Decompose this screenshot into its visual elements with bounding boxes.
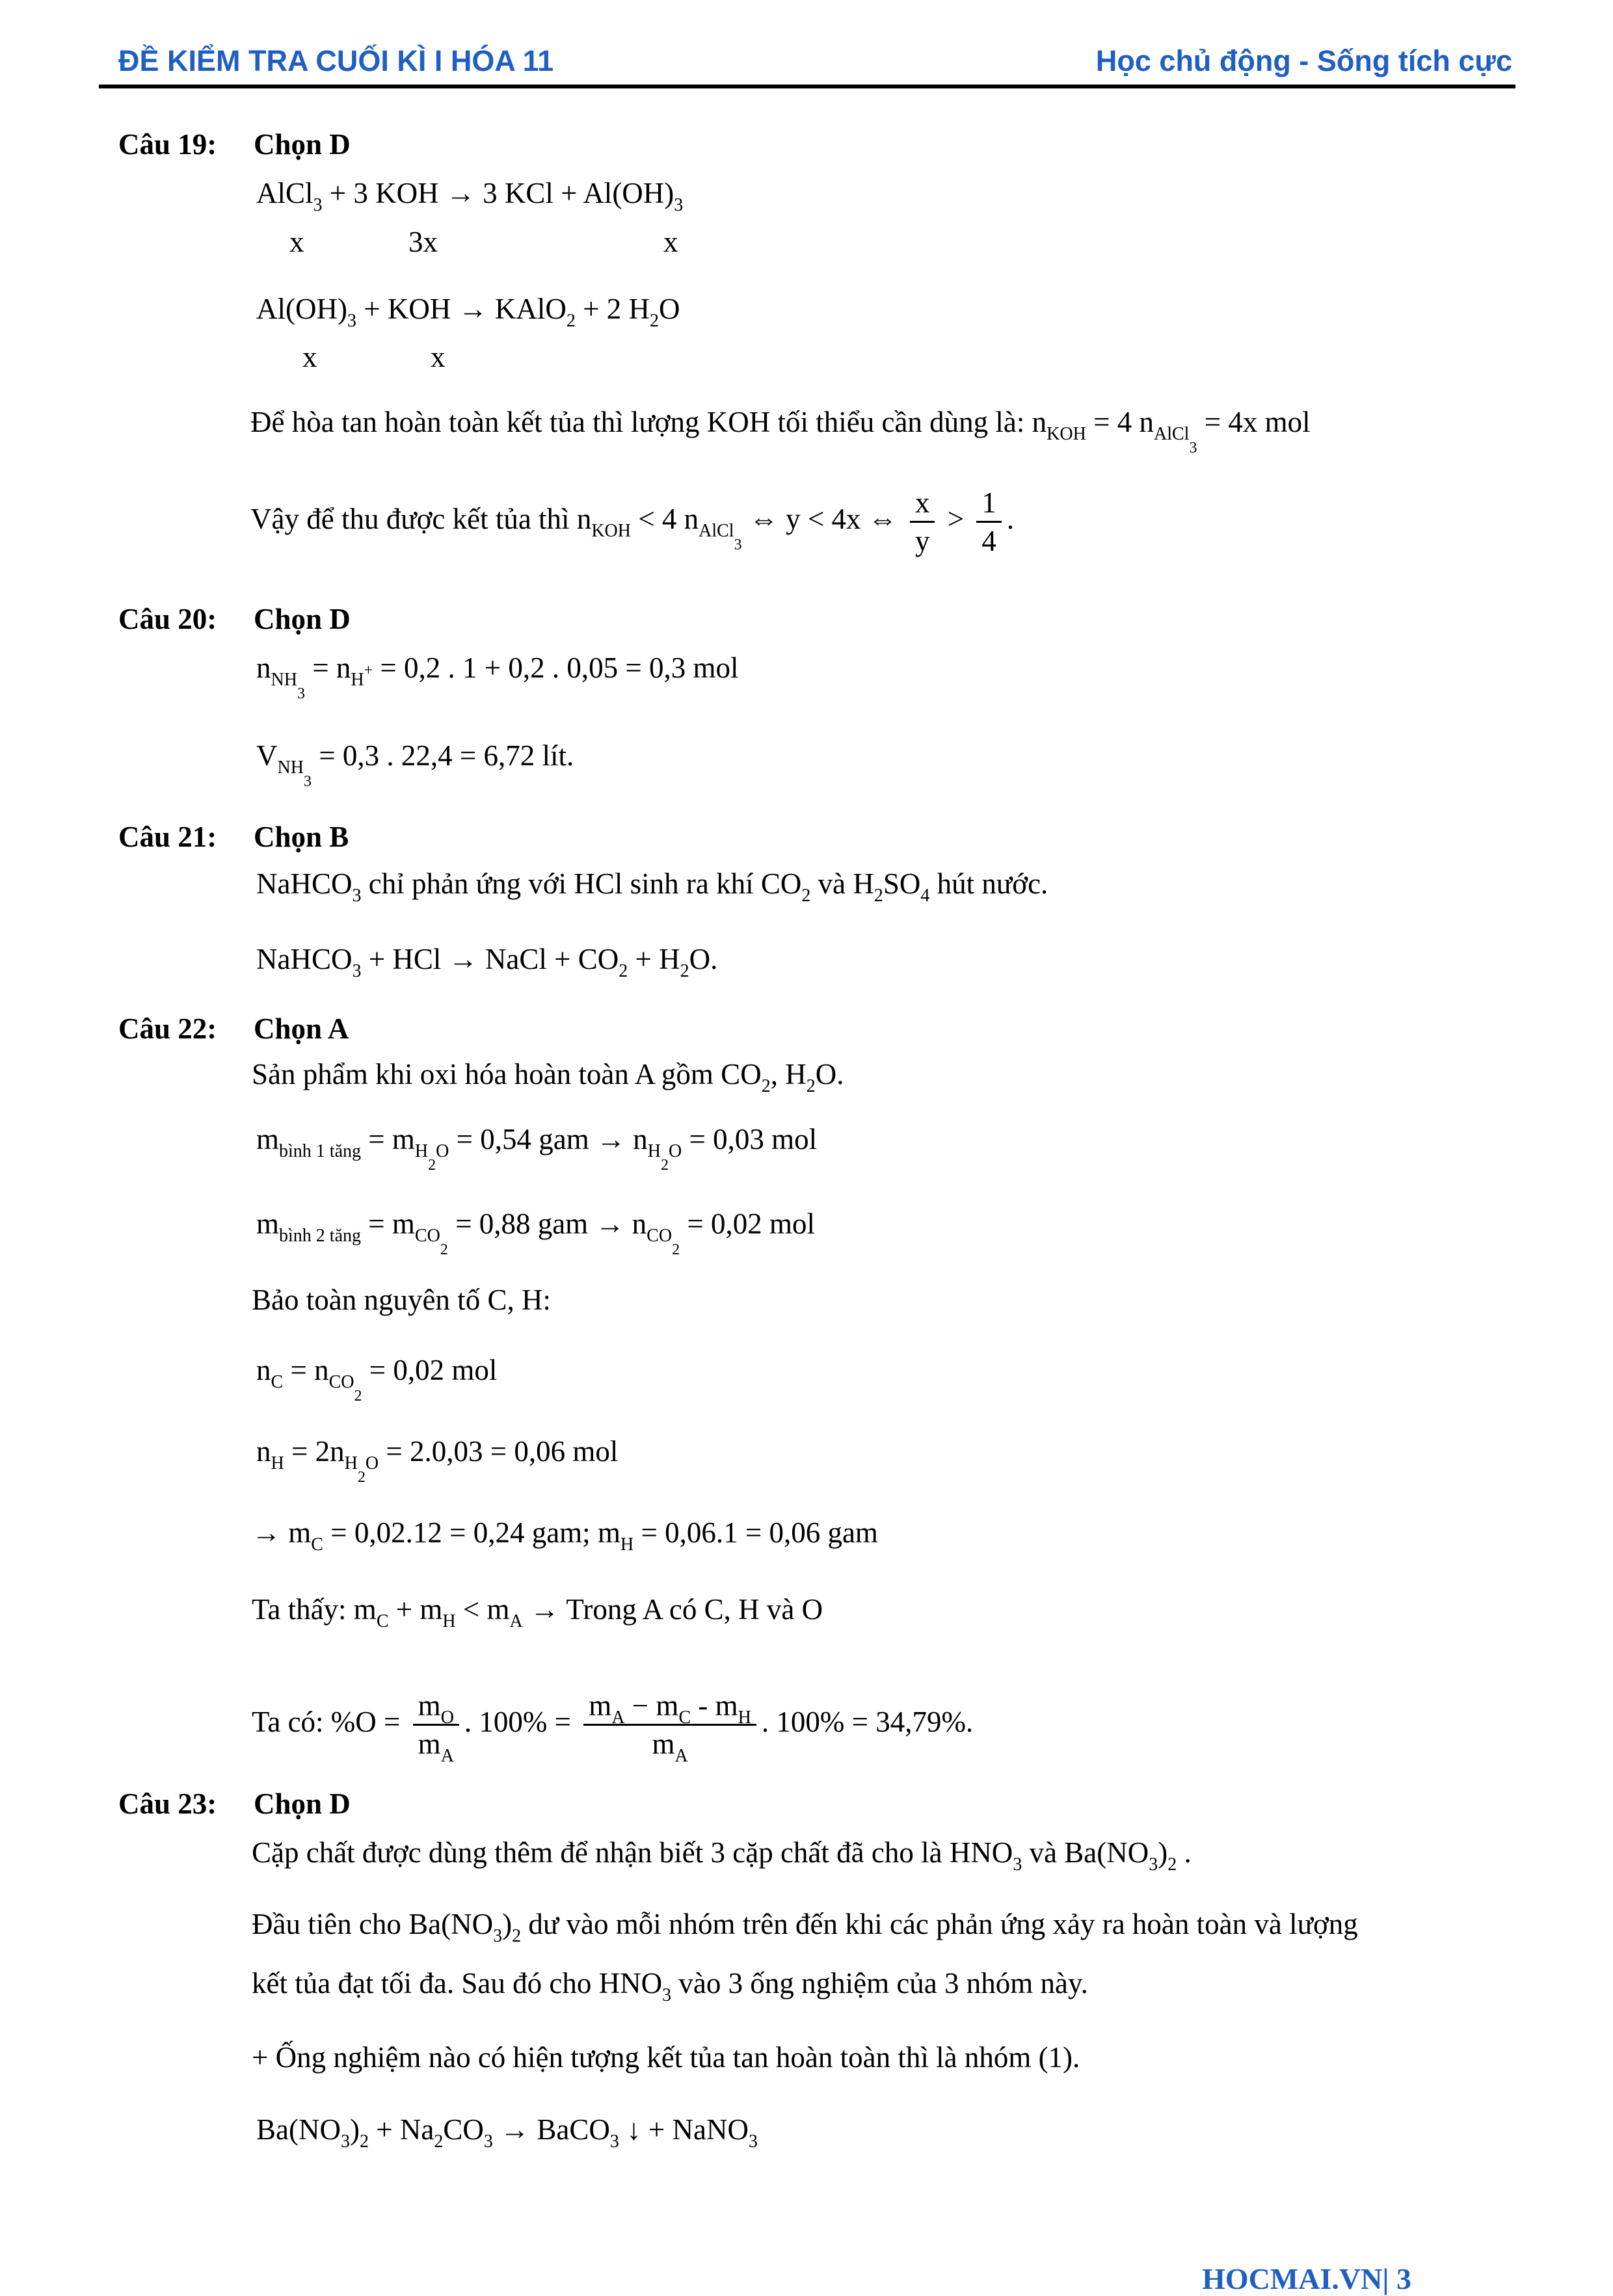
q23-text-4: + Ống nghiệm nào có hiện tượng kết tủa tan hoàn toàn thì là nhóm (1). [252, 2041, 1080, 2074]
q19-eq2-mole: x [302, 341, 317, 373]
q23-answer: Chọn D [254, 1788, 351, 1820]
q21-text: NaHCO$_3$ chỉ phản ứng với HCl sinh ra khí $CO_2$ và $H_2SO_4$ hút nước. [256, 867, 1048, 906]
q22-line-6: Ta thấy: $m_C + m_H < m_A$ → Trong A có C, H và O [252, 1593, 823, 1631]
q19-eq2-mole: x [431, 341, 446, 373]
q19-label: Câu 19: [118, 128, 217, 161]
q22-line-2: $m_{bình 2 tăng} = m_{CO2} = 0,88$ gam → $n_{CO2} = 0,02$ mol [256, 1207, 815, 1258]
q19-explanation-1: Để hòa tan hoàn toàn kết tủa thì lượng KOH tối thiểu cần dùng là: $n_{KOH} = 4$ $n_{AlCl3} = 4x$ mol [250, 406, 1311, 456]
doc-title: ĐỀ KIỂM TRA CUỐI KÌ I HÓA 11 [118, 44, 554, 77]
q22-line-3: $n_C = n_{CO2} = 0,02$ mol [256, 1354, 498, 1405]
q22-answer: Chọn A [254, 1012, 349, 1045]
q21-label: Câu 21: [118, 821, 217, 853]
q23-equation: $Ba(NO_3)_2 + Na_2CO_3$ → BaCO$_3$ ↓ + NaNO$_3$ [256, 2113, 758, 2152]
q20-answer: Chọn D [254, 603, 351, 635]
q19-equation-1: AlCl$_3$ + 3 KOH → 3 KCl + $Al(OH)_3$ [256, 177, 684, 215]
q20-line-1: $n_{NH3} = n_{H+} = 0,2$ . 1 + 0,2 . 0,05 = 0,3 mol [256, 652, 739, 702]
fraction-x-over-y: $\frac{x}{y}$ [910, 484, 935, 560]
footer-separator: | [1382, 2262, 1389, 2295]
q22-line-7: Ta có: %O = $\frac{m_O}{m_A}$ . 100% = $\frac{m_A - m_C - m_H}{m_A}$ . 100% = 34,79%. [252, 1687, 973, 1763]
q22-intro: Sản phẩm khi oxi hóa hoàn toàn A gồm $CO_2$, $H_2O$. [252, 1058, 844, 1096]
doc-slogan: Học chủ động - Sống tích cực [1095, 44, 1512, 77]
q22-label: Câu 22: [118, 1012, 217, 1045]
q22-line-6-prefix: Ta thấy: [252, 1593, 347, 1626]
footer-site: HOCMAI.VN [1202, 2262, 1383, 2295]
q20-label: Câu 20: [118, 603, 217, 635]
q19-explanation-2: Vậy để thu được kết tủa thì $n_{KOH} < 4$ $n_{AlCl3}$ ⇔ y < 4x ⇔ $\frac{x}{y}$ > $\frac{1}{4}$ . [250, 484, 1014, 560]
q22-line-7-prefix: Ta có: [252, 1706, 324, 1739]
page-number: 3 [1396, 2262, 1411, 2295]
q21-equation: NaHCO$_3$ + HCl → NaCl + $CO_2 + H_2O$. [256, 943, 718, 981]
q19-equation-2: $Al(OH)_3$ + KOH → KAlO$_2$ + 2 $H_2O$ [256, 293, 680, 331]
q23-text-1: Cặp chất được dùng thêm để nhận biết 3 cặp chất đã cho là $HNO_3$ và $Ba(NO_3)_2$ . [252, 1836, 1192, 1875]
q21-answer: Chọn B [254, 821, 349, 853]
q19-eq1-mole: 3x [408, 226, 438, 258]
footer [1202, 2262, 1411, 2296]
q23-text-3: kết tủa đạt tối đa. Sau đó cho $HNO_3$ vào 3 ống nghiệm của 3 nhóm này. [252, 1967, 1088, 2005]
q19-text-1: Để hòa tan hoàn toàn kết tủa thì lượng KOH tối thiểu cần dùng là: [250, 406, 1025, 438]
fraction-mo-over-ma: $\frac{m_O}{m_A}$ [413, 1687, 459, 1763]
q22-line-4: $n_H = 2n_{H2O} = 2.0,03 = 0,06$ mol [256, 1435, 619, 1486]
q22-line-1: $m_{bình 1 tăng} = m_{H2O} = 0,54$ gam → $n_{H2O} = 0,03$ mol [256, 1123, 818, 1174]
q19-answer: Chọn D [254, 128, 351, 161]
q22-line-5: → $m_C = 0,02.12 = 0,24$ gam; $m_H = 0,06.1 = 0,06$ gam [252, 1516, 878, 1555]
q23-text-2: Đầu tiên cho $Ba(NO_3)_2$ dư vào mỗi nhóm trên đến khi các phản ứng xảy ra hoàn toàn và lượng [252, 1908, 1358, 1946]
fraction-one-quarter: $\frac{1}{4}$ [976, 484, 1002, 560]
header-rule [99, 85, 1515, 88]
q19-text-2: Vậy để thu được kết tủa thì [250, 503, 570, 536]
q20-line-2: $V_{NH3} = 0,3$ . 22,4 = 6,72 lít. [256, 739, 574, 790]
q22-conservation: Bảo toàn nguyên tố C, H: [252, 1284, 551, 1316]
q19-eq1-mole: x [289, 226, 304, 258]
fraction-mass-difference: $\frac{m_A - m_C - m_H}{m_A}$ [583, 1687, 756, 1763]
q19-eq1-mole: x [663, 226, 678, 258]
q23-label: Câu 23: [118, 1788, 217, 1820]
